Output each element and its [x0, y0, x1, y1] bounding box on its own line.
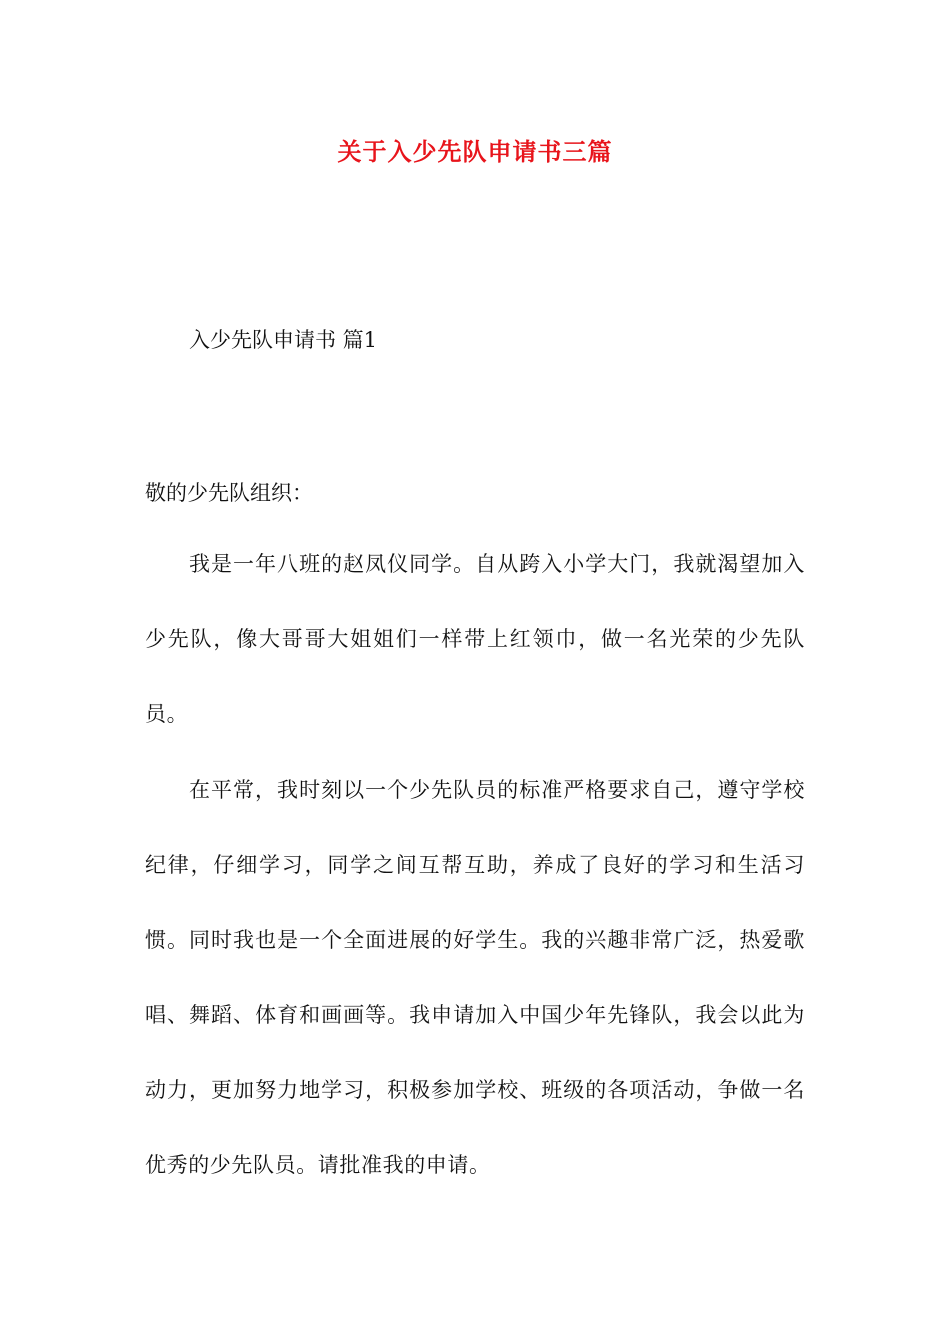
document-title: 关于入少先队申请书三篇	[337, 137, 613, 166]
section-heading: 入少先队申请书 篇1	[189, 328, 378, 352]
body-paragraph-2: 在平常，我时刻以一个少先队员的标准严格要求自己，遵守学校纪律，仔细学习，同学之间互帮互助，养成了良好的学习和生活习惯。同时我也是一个全面进展的好学生。我的兴趣非常广泛，热爱歌唱、舞蹈、体育和画画等。我申请加入中国少年先锋队，我会以此为动力，更加努力地学习，积极参加学校、班级的各项活动，争做一名优秀的少先队员。请批准我的申请。	[145, 778, 805, 1177]
body-paragraph-1: 我是一年八班的赵凤仪同学。自从跨入小学大门，我就渴望加入少先队，像大哥哥大姐姐们一样带上红领巾，做一名光荣的少先队员。	[145, 552, 805, 726]
salutation: 敬的少先队组织：	[145, 481, 313, 505]
